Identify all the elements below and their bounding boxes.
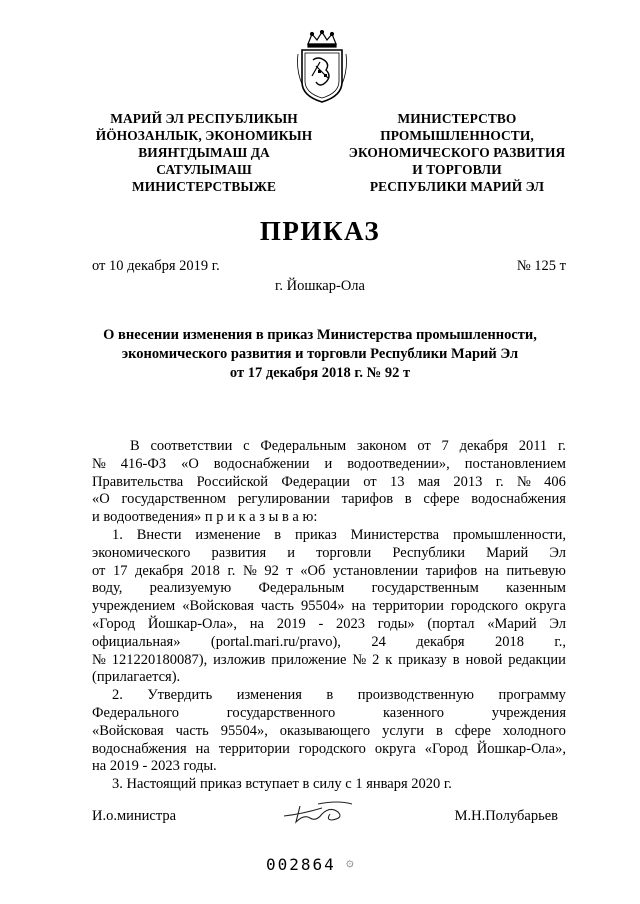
body-line: 3. Настоящий приказ вступает в силу с 1 января 2020 г. (112, 776, 452, 793)
serial-mark-icon: ۞ (346, 855, 354, 870)
header-right-line: И ТОРГОВЛИ (412, 162, 502, 177)
handwritten-signature-icon (282, 796, 354, 828)
header-right-line: МИНИСТЕРСТВО (397, 111, 517, 126)
body-line: № 416-ФЗ «О водоснабжении и водоотведении», постановлением (92, 455, 566, 472)
document-body (92, 438, 566, 794)
document-number: № 125 т (516, 258, 566, 274)
mari-el-coat-of-arms-icon (296, 30, 348, 104)
header-left-line: ВИЯҤГДЫМАШ ДА (138, 145, 270, 160)
document-date: от 10 декабря 2019 г. (92, 258, 220, 274)
body-line: № 121220180087), изложив приложение № 2 к приказу в новой редакции (92, 651, 566, 668)
body-line: «Город Йошкар-Ола», на 2019 - 2023 годы» (портал «Марий Эл (92, 615, 566, 632)
body-line: (прилагается). (92, 669, 181, 686)
header-left-line: ЙÖНОЗАНЛЫК, ЭКОНОМИКЫН (95, 128, 313, 143)
header-left-line: МАРИЙ ЭЛ РЕСПУБЛИКЫН (110, 111, 298, 126)
body-line: «О государственном регулировании тарифов в сфере водоснабжения (92, 491, 566, 508)
body-line: «Войсковая часть 95504», оказывающего услуги в сфере холодного (92, 722, 566, 739)
body-line: от 17 декабря 2018 г. № 92 т «Об установлении тарифов на питьевую (92, 562, 566, 579)
header-left-line: САТУЛЫМАШ (156, 162, 252, 177)
signer-name: М.Н.Полубарьев (454, 808, 558, 824)
document-subject (60, 326, 580, 383)
body-line: 1. Внести изменение в приказ Министерства промышленности, (112, 526, 566, 543)
body-line: водоснабжения на территории городского округа «Город Йошкар-Ола», (92, 740, 566, 757)
header-left-line: МИНИСТЕРСТВЫЖЕ (131, 179, 276, 194)
body-line: учреждением «Войсковая часть 95504» на территории городского округа (92, 598, 566, 615)
body-line: экономического развития и торговли Республики Марий Эл (92, 544, 566, 561)
body-line: В соответствии с Федеральным законом от 7 декабря 2011 г. (130, 438, 566, 454)
body-line: Правительства Российской Федерации от 13 мая 2013 г. № 406 (92, 473, 566, 490)
header-right-block (332, 110, 582, 195)
document-title: ПРИКАЗ (259, 216, 381, 246)
subject-line: О внесении изменения в приказ Министерства промышленности, (103, 327, 537, 343)
body-line: официальная» (portal.mari.ru/pravo), 24 декабря 2018 г., (92, 633, 566, 650)
header-right-line: ПРОМЫШЛЕННОСТИ, (380, 128, 534, 143)
body-line: на 2019 - 2023 годы. (92, 758, 217, 775)
body-line: и водоотведения» п р и к а з ы в а ю: (92, 509, 318, 526)
header-left-block (84, 110, 324, 195)
subject-line: экономического развития и торговли Республики Марий Эл (121, 346, 519, 362)
body-line: Федерального государственного казенного учреждения (92, 704, 566, 721)
body-line: 2. Утвердить изменения в производственную программу (112, 687, 566, 704)
header-right-line: РЕСПУБЛИКИ МАРИЙ ЭЛ (369, 179, 545, 194)
body-line: воду, реализуемую Федеральным государственным казенным (92, 580, 566, 597)
subject-line: от 17 декабря 2018 г. № 92 т (229, 365, 411, 381)
signer-position: И.о.министра (92, 808, 177, 824)
serial-number: 002864 (266, 855, 336, 874)
document-city: г. Йошкар-Ола (275, 278, 365, 294)
header-right-line: ЭКОНОМИЧЕСКОГО РАЗВИТИЯ (348, 145, 566, 160)
